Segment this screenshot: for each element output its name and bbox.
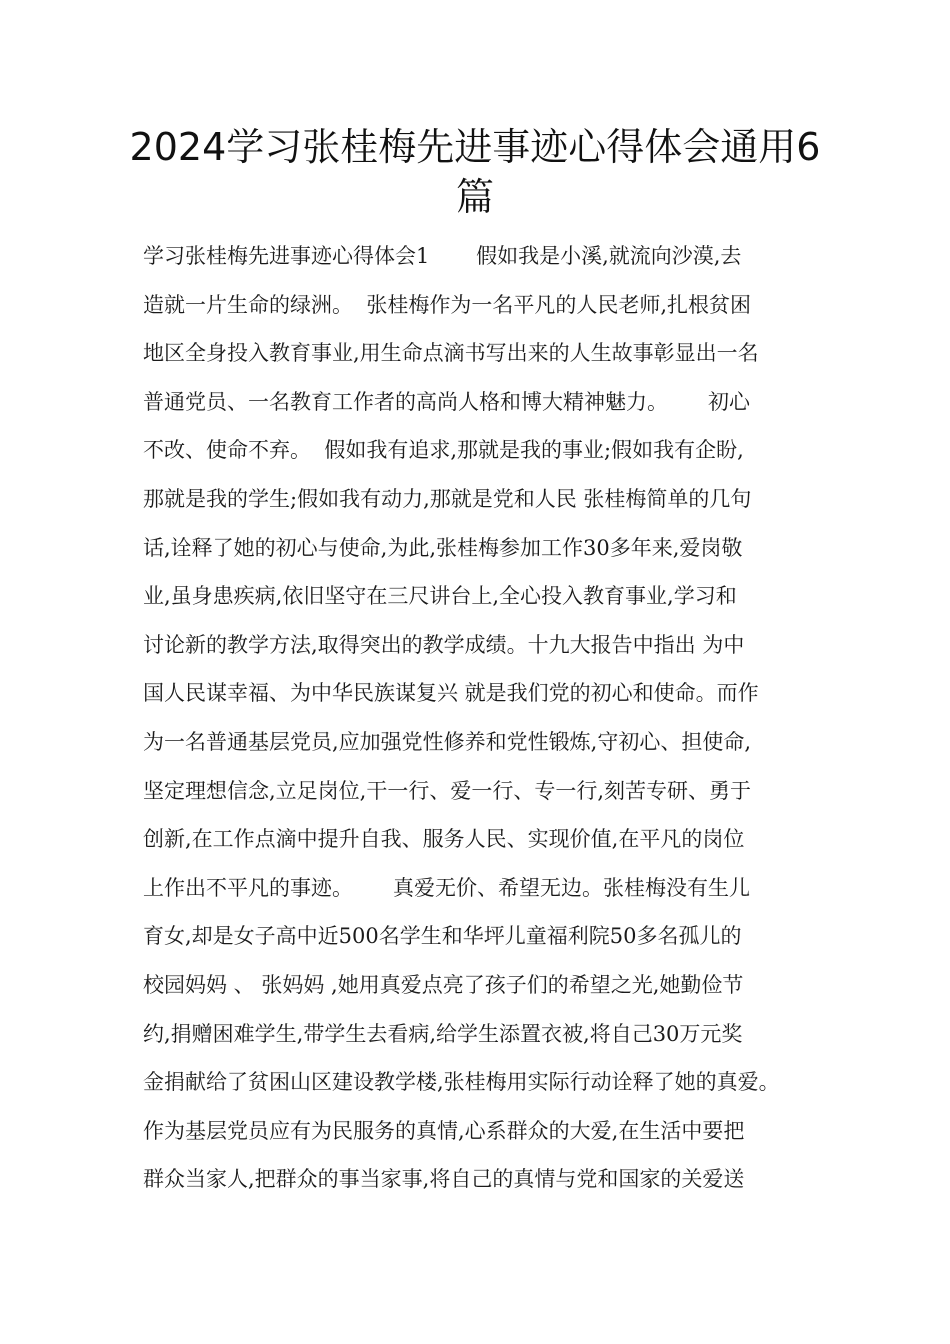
body-line: 育女,却是女子高中近500名学生和华坪儿童福利院50多名孤儿的 (143, 924, 742, 949)
body-line: 不改、使命不弃。 假如我有追求,那就是我的事业;假如我有企盼, (143, 438, 744, 463)
body-line: 讨论新的教学方法,取得突出的教学成绩。十九大报告中指出 为中 (143, 632, 745, 657)
body-line: 话,诠释了她的初心与使命,为此,张桂梅参加工作30多年来,爱岗敬 (143, 535, 743, 560)
body-line: 为一名普通基层党员,应加强党性修养和党性锻炼,守初心、担使命, (143, 729, 752, 754)
body-line: 学习张桂梅先进事迹心得体会1 假如我是小溪,就流向沙漠,去 (143, 244, 742, 268)
body-line: 造就一片生命的绿洲。 张桂梅作为一名平凡的人民老师,扎根贫困 (143, 292, 752, 317)
body-line: 群众当家人,把群众的事当家事,将自己的真情与党和国家的关爱送 (143, 1167, 745, 1192)
body-line: 业,虽身患疾病,依旧坚守在三尺讲台上,全心投入教育事业,学习和 (143, 584, 737, 609)
body-line: 普通党员、一名教育工作者的高尚人格和博大精神魅力。 初心 (143, 389, 751, 414)
body-line: 校园妈妈 、 张妈妈 ,她用真爱点亮了孩子们的希望之光,她勤俭节 (143, 972, 744, 997)
body-line: 地区全身投入教育事业,用生命点滴书写出来的人生故事彰显出一名 (143, 341, 759, 366)
document-title: 2024学习张桂梅先进事迹心得体会通用6篇 (129, 125, 821, 219)
body-line: 约,捐赠困难学生,带学生去看病,给学生添置衣被,将自己30万元奖 (143, 1021, 743, 1046)
body-line: 创新,在工作点滴中提升自我、服务人民、实现价值,在平凡的岗位 (143, 827, 745, 852)
document-body (143, 232, 833, 1204)
body-line: 坚定理想信念,立足岗位,干一行、爱一行、专一行,刻苦专研、勇于 (143, 778, 752, 803)
body-line: 作为基层党员应有为民服务的真情,心系群众的大爱,在生活中要把 (143, 1118, 745, 1143)
body-line: 上作出不平凡的事迹。 真爱无价、希望无边。张桂梅没有生儿 (143, 875, 751, 900)
body-line: 金捐献给了贫困山区建设教学楼,张桂梅用实际行动诠释了她的真爱。 (143, 1070, 780, 1095)
body-line: 国人民谋幸福、为中华民族谋复兴 就是我们党的初心和使命。而作 (143, 681, 759, 706)
body-line: 那就是我的学生;假如我有动力,那就是党和人民 张桂梅简单的几句 (143, 486, 752, 511)
